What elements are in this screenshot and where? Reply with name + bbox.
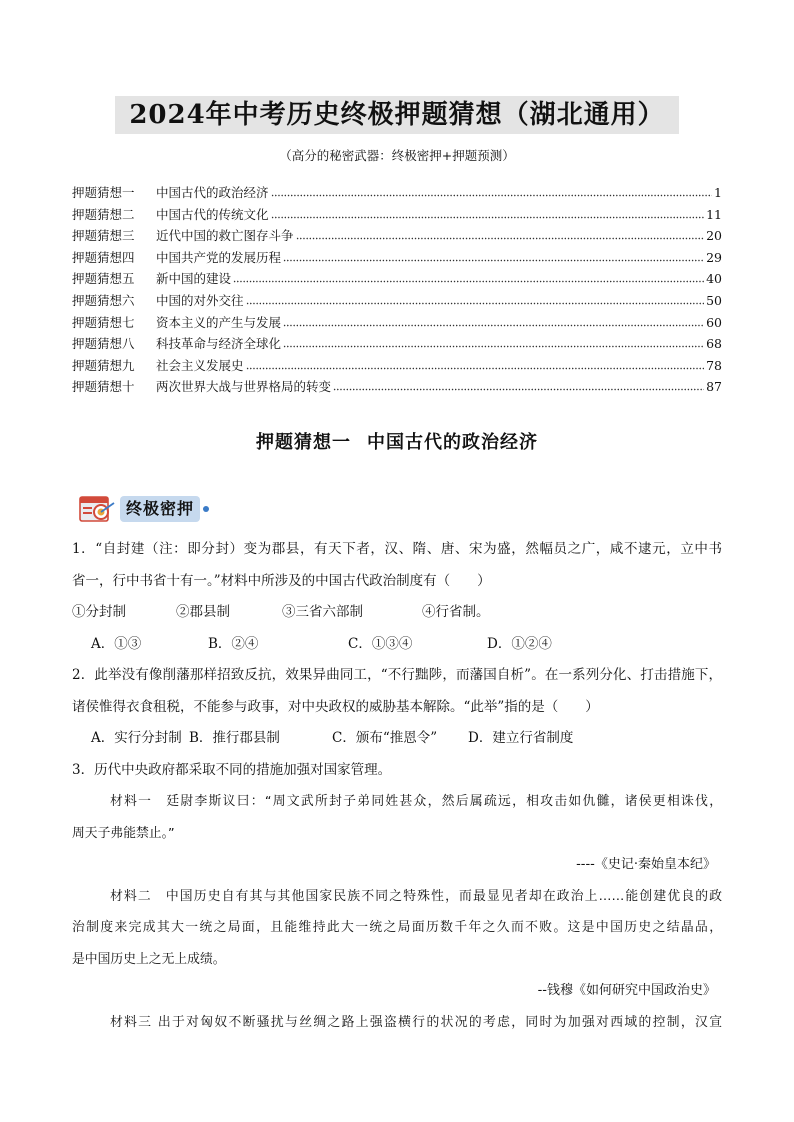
toc-label: 押题猜想六	[72, 292, 135, 308]
toc-title: 中国的对外交往	[156, 292, 244, 308]
q2-options	[72, 723, 722, 755]
q1-items	[72, 597, 722, 629]
q2-line: 诸侯惟得衣食租税，不能参与政事，对中央政权的威胁基本解除。“此举”指的是（ ）	[72, 698, 599, 715]
q1-line: 1．“自封建（注：即分封）变为郡县，有天下者，汉、隋、唐、宋为盛，然幅员之广，咸不逮元，立中书	[72, 541, 722, 557]
q1-option[interactable]: C．①③④	[348, 635, 413, 652]
badge-label: 终极密押	[120, 496, 200, 522]
toc-entry[interactable]	[72, 269, 722, 291]
q3-material-line: 材料二 中国历史自有其与其他国家民族不同之特殊性，而最显见者却在政治上……能创建优良的政	[110, 888, 722, 904]
doc-subtitle: （高分的秘密武器：终极密押+押题预测）	[279, 148, 515, 163]
q3-material-line: 材料三 出于对匈奴不断骚扰与丝绸之路上强盗横行的状况的考虑，同时为加强对西域的控制，汉宣	[110, 1014, 722, 1030]
toc-entry[interactable]	[72, 356, 722, 378]
section-label: 押题猜想一	[256, 432, 351, 453]
toc-entry[interactable]	[72, 226, 722, 248]
toc-entry[interactable]	[72, 291, 722, 313]
target-icon	[79, 494, 117, 524]
toc-title: 新中国的建设	[156, 271, 232, 287]
q3-material-source: --钱穆《如何研究中国政治史》	[537, 983, 716, 998]
toc-entry[interactable]	[72, 313, 722, 335]
toc-label: 押题猜想十	[72, 379, 135, 395]
section-title-text: 中国古代的政治经济	[367, 432, 538, 453]
toc-title: 近代中国的救亡图存斗争	[156, 228, 294, 244]
toc-leader	[333, 382, 704, 391]
toc-page: 29	[706, 249, 722, 265]
q1-line: 省一，行中书省十有一。”材料中所涉及的中国古代政治制度有（ ）	[72, 572, 491, 589]
toc-leader	[246, 361, 705, 370]
toc-title: 中国共产党的发展历程	[156, 249, 282, 265]
toc-entry[interactable]	[72, 183, 722, 205]
toc-leader	[283, 253, 704, 262]
q1-option[interactable]: A．①③	[91, 635, 142, 652]
q1-item: ④行省制。	[422, 604, 490, 620]
toc-title: 中国古代的传统文化	[156, 206, 269, 222]
q2-option[interactable]: C．颁布“推恩令”	[332, 730, 438, 746]
toc-leader	[246, 296, 705, 305]
toc-page: 20	[706, 228, 722, 244]
q1-options	[72, 629, 722, 661]
toc-leader	[233, 274, 704, 283]
toc-page: 11	[706, 206, 722, 222]
q1-item: ③三省六部制	[282, 604, 363, 620]
toc-title: 社会主义发展史	[156, 357, 244, 373]
toc-page: 87	[706, 379, 722, 395]
toc-entry[interactable]	[72, 334, 722, 356]
toc-page: 78	[706, 357, 722, 373]
toc-leader	[271, 210, 705, 219]
toc-page: 1	[714, 185, 722, 200]
toc-label: 押题猜想三	[72, 228, 135, 244]
toc-label: 押题猜想七	[72, 314, 135, 330]
toc-entry[interactable]	[72, 205, 722, 227]
table-of-contents	[72, 183, 722, 399]
toc-label: 押题猜想四	[72, 249, 135, 265]
q3-material-source: ----《史记·秦始皇本纪》	[576, 857, 716, 872]
q2-line: 2．此举没有像削藩那样招致反抗，效果异曲同工，“不行黜陟，而藩国自析”。在一系列分化、打击措施下，	[72, 667, 722, 683]
toc-title: 两次世界大战与世界格局的转变	[156, 379, 332, 395]
q3-material-line: 是中国历史上之无上成绩。	[72, 951, 226, 967]
doc-title: 2024年中考历史终极押题猜想（湖北通用）	[115, 96, 678, 134]
title-area	[0, 96, 794, 134]
toc-label: 押题猜想二	[72, 206, 135, 222]
section-heading	[0, 428, 794, 454]
toc-label: 押题猜想八	[72, 336, 135, 352]
toc-page: 68	[706, 336, 722, 352]
toc-page: 60	[706, 314, 722, 330]
q1-item: ①分封制	[72, 604, 126, 620]
toc-entry[interactable]	[72, 248, 722, 270]
toc-title: 科技革命与经济全球化	[156, 336, 282, 352]
q3-stem: 3．历代中央政府都采取不同的措施加强对国家管理。	[72, 761, 392, 778]
q2-option[interactable]: D．建立行省制度	[468, 730, 574, 746]
toc-leader	[283, 318, 704, 327]
toc-label: 押题猜想一	[72, 185, 135, 200]
question-content	[72, 534, 722, 1038]
q1-option[interactable]: D．①②④	[487, 635, 552, 652]
q1-option[interactable]: B．②④	[208, 635, 259, 652]
toc-label: 押题猜想五	[72, 271, 135, 287]
q3-material-line: 周天子弗能禁止。”	[72, 825, 175, 841]
toc-label: 押题猜想九	[72, 357, 135, 373]
toc-page: 40	[706, 271, 722, 287]
toc-leader	[271, 188, 713, 197]
q2-option[interactable]: A．实行分封制	[91, 730, 182, 746]
q3-material-line: 材料一 廷尉李斯议曰：“周文武所封子弟同姓甚众，然后属疏远，相攻击如仇雠，诸侯更相诛伐，	[110, 794, 722, 809]
toc-entry[interactable]	[72, 377, 722, 399]
q2-option[interactable]: B．推行郡县制	[189, 730, 280, 746]
toc-leader	[296, 231, 705, 240]
toc-title: 资本主义的产生与发展	[156, 314, 282, 330]
toc-page: 50	[706, 292, 722, 308]
toc-leader	[283, 339, 704, 348]
q3-material-line: 治制度来完成其大一统之局面，且能维持此大一统之局面历数千年之久而不败。这是中国历史之结晶品，	[72, 920, 722, 935]
section-badge	[79, 494, 209, 524]
toc-title: 中国古代的政治经济	[156, 185, 269, 200]
q1-item: ②郡县制	[176, 604, 230, 620]
badge-dot	[203, 506, 209, 512]
